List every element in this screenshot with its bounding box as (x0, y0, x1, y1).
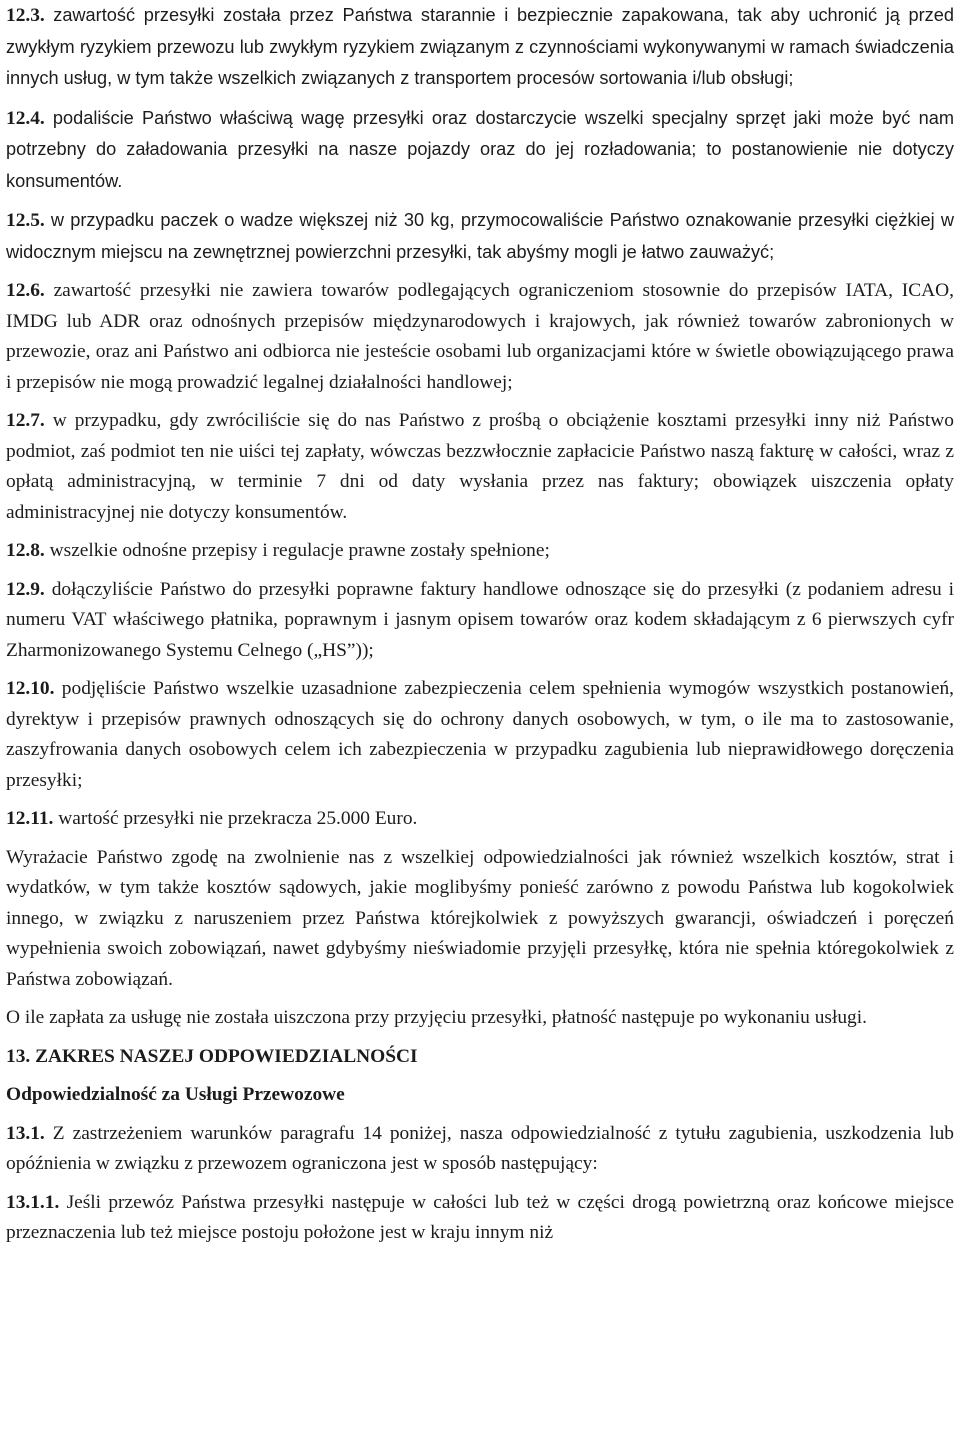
clause-number: 12.3. (6, 5, 45, 26)
clause-12-9 (6, 575, 954, 667)
clause-number: 12.11. (6, 808, 54, 829)
clause-text: podjęliście Państwo wszelkie uzasadnione zabezpieczenia celem spełnienia wymogów wszystkich postanowień, dyrektyw i przepisów prawnych odnoszących się do ochrony danych osobowych, w tym, o ile ma to zastosowanie, zaszyfrowania danych osobowych celem ich zabezpieczenia w przypadku zagubienia lub nieprawidłowego doręczenia przesyłki; (6, 678, 954, 791)
clause-text: w przypadku paczek o wadze większej niż 30 kg, przymocowaliście Państwo oznakowanie przesyłki ciężkiej w widocznym miejscu na zewnętrznej powierzchni przesyłki, tak abyśmy mogli je łatwo zauważyć; (6, 210, 954, 262)
clause-number: 12.4. (6, 107, 45, 129)
subsection-heading: Odpowiedzialność za Usługi Przewozowe (6, 1084, 345, 1105)
clause-number: 12.6. (6, 280, 45, 301)
clause-13-1 (6, 1119, 954, 1180)
clause-12-10 (6, 674, 954, 796)
clause-12-5 (6, 205, 954, 268)
liability-paragraph: Wyrażacie Państwo zgodę na zwolnienie nas z wszelkiej odpowiedzialności jak również wszelkich kosztów, strat i wydatków, w tym także kosztów sądowych, jakie moglibyśmy ponieść zarówno z powodu Państwa lub kogokolwiek innego, w związku z naruszeniem przez Państwa którejkolwiek z powyższych gwarancji, oświadczeń i poręczeń wypełnienia swoich zobowiązań, nawet gdybyśmy nieświadomie przyjęli przesyłkę, która nie spełnia któregokolwiek z Państwa zobowiązań. (6, 846, 954, 990)
payment-paragraph: O ile zapłata za usługę nie została uiszczona przy przyjęciu przesyłki, płatność następuje po wykonaniu usługi. (6, 1007, 867, 1028)
clause-text: wartość przesyłki nie przekracza 25.000 Euro. (58, 808, 418, 829)
clause-text: podaliście Państwo właściwą wagę przesyłki oraz dostarczycie wszelki specjalny sprzęt jaki może być nam potrzebny do załadowania przesyłki na nasze pojazdy oraz do jej rozładowania; to postanowienie nie dotyczy konsumentów. (6, 107, 954, 191)
clause-text: Jeśli przewóz Państwa przesyłki następuje w całości lub też w części drogą powietrzną oraz końcowe miejsce przeznaczenia lub też miejsce postoju położone jest w kraju innym niż (6, 1191, 954, 1243)
clause-number: 12.7. (6, 410, 45, 431)
clause-number: 12.5. (6, 210, 45, 231)
clause-12-6 (6, 276, 954, 398)
clause-12-4 (6, 103, 954, 198)
clause-text: Z zastrzeżeniem warunków paragrafu 14 poniżej, nasza odpowiedzialność z tytułu zagubienia, uszkodzenia lub opóźnienia w związku z przewozem ograniczona jest w sposób następujący: (6, 1122, 954, 1174)
clause-number: 13.1.1. (6, 1191, 60, 1213)
clause-text: w przypadku, gdy zwróciliście się do nas Państwo z prośbą o obciążenie kosztami przesyłki inny niż Państwo podmiot, zaś podmiot ten nie uiści tej zapłaty, wówczas bezzwłocznie zapłacicie Państwo naszą fakturę w całości, wraz z opłatą administracyjną, w terminie 7 dni od daty wysłania przez nas faktury; obowiązek uiszczenia opłaty administracyjnej nie dotyczy konsumentów. (6, 410, 954, 523)
clause-text: zawartość przesyłki została przez Państwa starannie i bezpiecznie zapakowana, tak aby uchronić ją przed zwykłym ryzykiem przewozu lub zwykłym ryzykiem związanym z czynnościami wykonywanymi w ramach świadczenia innych usług, w tym także wszelkich związanych z transportem procesów sortowania i/lub obsługi; (6, 5, 954, 88)
clause-12-8 (6, 536, 954, 567)
clause-12-3 (6, 0, 954, 95)
clause-12-7 (6, 406, 954, 528)
clause-number: 12.8. (6, 540, 45, 561)
clause-13-1-1 (6, 1188, 954, 1249)
section-heading: 13. ZAKRES NASZEJ ODPOWIEDZIALNOŚCI (6, 1045, 418, 1067)
clause-12-11 (6, 804, 954, 835)
clause-text: dołączyliście Państwo do przesyłki poprawne faktury handlowe odnoszące się do przesyłki (z podaniem adresu i numeru VAT właściwego płatnika, poprawnym i jasnym opisem towarów oraz kodem składającym z 6 pierwszych cyfr Zharmonizowanego Systemu Celnego („HS”)); (6, 578, 954, 661)
clause-number: 13.1. (6, 1122, 45, 1144)
clause-number: 12.9. (6, 578, 45, 600)
clause-text: zawartość przesyłki nie zawiera towarów podlegających ograniczeniom stosownie do przepisów IATA, ICAO, IMDG lub ADR oraz odnośnych przepisów międzynarodowych i krajowych, jak również towarów zabronionych w przewozie, oraz ani Państwo ani odbiorca nie jesteście osobami lub organizacjami które w świetle obowiązującego prawa i przepisów nie mogą prowadzić legalnej działalności handlowej; (6, 280, 954, 393)
clause-text: wszelkie odnośne przepisy i regulacje prawne zostały spełnione; (49, 540, 550, 561)
clause-number: 12.10. (6, 678, 55, 699)
